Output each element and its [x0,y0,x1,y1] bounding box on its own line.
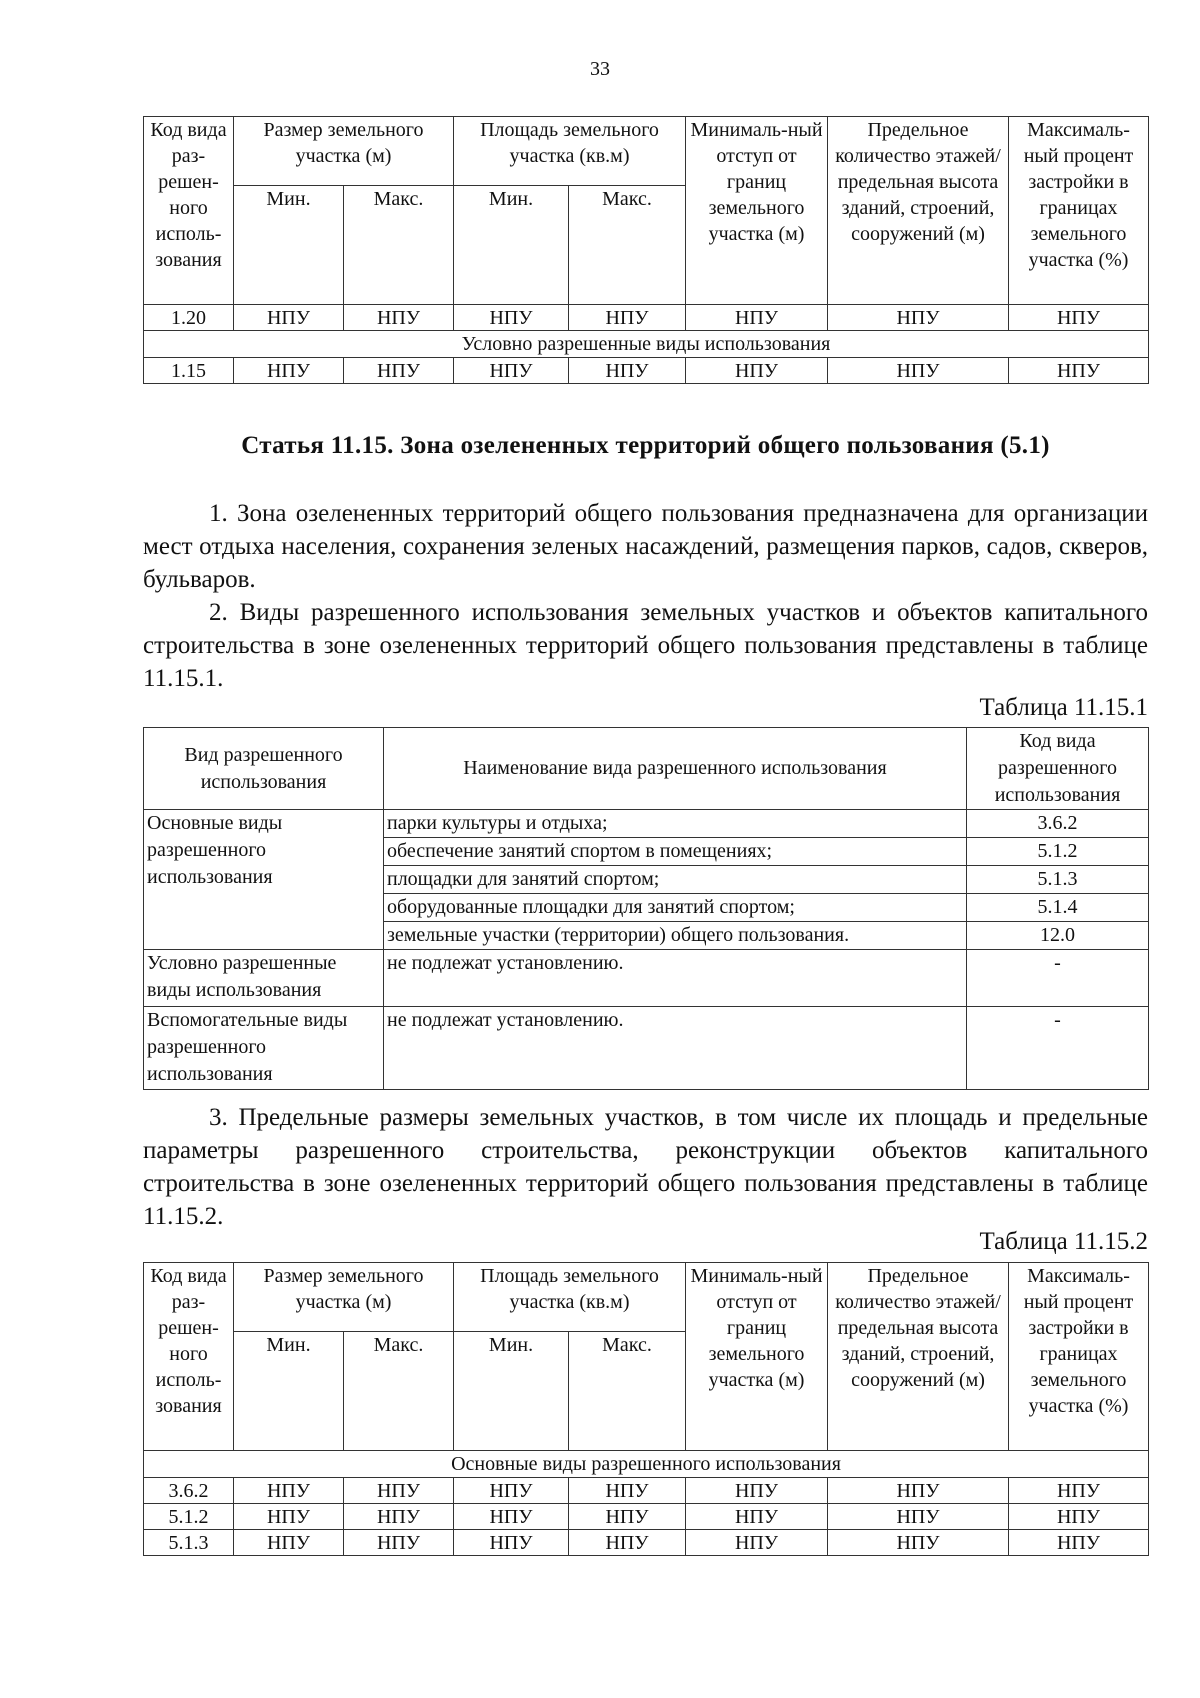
parameters-table-continued [143,116,1149,384]
cell: НПУ [234,1478,344,1504]
use-name: не подлежат установлению. [384,950,967,1007]
cell: 1.15 [144,358,234,384]
cell: НПУ [454,1530,569,1556]
cell: НПУ [1009,358,1149,384]
cell: НПУ [569,305,686,331]
paragraph-2 [143,596,1148,695]
group-label: Вспомогательные виды разрешенного использования [144,1007,384,1090]
use-code: - [967,950,1149,1007]
table-header-row [144,1263,1149,1332]
cell: НПУ [454,305,569,331]
cell: НПУ [686,1478,828,1504]
cell: НПУ [344,358,454,384]
cell: НПУ [344,1504,454,1530]
cell: 1.20 [144,305,234,331]
section-row [144,1451,1149,1478]
table-caption-2: Таблица 11.15.2 [979,1228,1148,1255]
header-size-max: Макс. [344,186,454,305]
table-row [144,1504,1149,1530]
cell: НПУ [686,305,828,331]
use-code: 5.1.2 [967,838,1149,866]
cell: НПУ [454,358,569,384]
cell: НПУ [828,1530,1009,1556]
cell: НПУ [569,1504,686,1530]
use-code: - [967,1007,1149,1090]
table-row [144,1530,1149,1556]
cell: НПУ [1009,1530,1149,1556]
article-heading: Статья 11.15. Зона озелененных территорий общего пользования (5.1) [241,432,1050,459]
use-name: парки культуры и отдыха; [384,810,967,838]
table-row [144,1007,1149,1090]
land-use-types-table [143,727,1149,1090]
cell: НПУ [234,358,344,384]
header-plot-size: Размер земельного участка (м) [234,1263,454,1332]
header-size-max: Макс. [344,1332,454,1451]
header-code: Код вида разрешенного использования [967,728,1149,810]
table-row [144,1478,1149,1504]
cell: НПУ [234,1504,344,1530]
table-caption-1: Таблица 11.15.1 [979,694,1148,721]
table-header-row [144,117,1149,186]
cell: 5.1.3 [144,1530,234,1556]
cell: НПУ [569,1478,686,1504]
use-code: 5.1.4 [967,894,1149,922]
header-plot-size: Размер земельного участка (м) [234,117,454,186]
page-number: 33 [590,58,610,80]
use-name: земельные участки (территории) общего пользования. [384,922,967,950]
header-size-min: Мин. [234,1332,344,1451]
cell: НПУ [686,1504,828,1530]
header-code: Код вида раз-решен-ного исполь-зования [144,1263,234,1451]
cell: НПУ [1009,305,1149,331]
header-name: Наименование вида разрешенного использования [384,728,967,810]
use-code: 12.0 [967,922,1149,950]
table-row [144,305,1149,331]
cell: НПУ [686,1530,828,1556]
header-area-max: Макс. [569,1332,686,1451]
header-max-floors: Предельное количество этажей/ предельная высота зданий, строений, сооружений (м) [828,1263,1009,1451]
table-header-row [144,728,1149,810]
cell: НПУ [686,358,828,384]
paragraph-text: 1. Зона озелененных территорий общего пользования предназначена для организации мест отдыха населения, сохранения зеленых насаждений, размещения парков, садов, скверов, бульваров. [143,500,1148,593]
cell: НПУ [1009,1478,1149,1504]
use-name: обеспечение занятий спортом в помещениях; [384,838,967,866]
header-type: Вид разрешенного использования [144,728,384,810]
header-max-coverage: Максималь-ный процент застройки в границах земельного участка (%) [1009,1263,1149,1451]
parameters-table [143,1262,1149,1556]
cell: НПУ [454,1504,569,1530]
cell: НПУ [344,1478,454,1504]
section-label: Условно разрешенные виды использования [144,331,1149,358]
header-code: Код вида раз-решен-ного исполь-зования [144,117,234,305]
use-name: не подлежат установлению. [384,1007,967,1090]
cell: НПУ [344,305,454,331]
header-size-min: Мин. [234,186,344,305]
table-row [144,358,1149,384]
cell: НПУ [234,305,344,331]
header-max-coverage: Максималь-ный процент застройки в границах земельного участка (%) [1009,117,1149,305]
paragraph-text: 3. Предельные размеры земельных участков, в том числе их площадь и предельные параметры разрешенного строительства, реконструкции объектов капитального строительства в зоне озелененных территорий общего пользования представлены в таблице 11.15.2. [143,1104,1148,1230]
cell: НПУ [828,305,1009,331]
use-name: оборудованные площадки для занятий спортом; [384,894,967,922]
cell: НПУ [828,1504,1009,1530]
use-name: площадки для занятий спортом; [384,866,967,894]
group-label: Условно разрешенные виды использования [144,950,384,1007]
header-area-min: Мин. [454,1332,569,1451]
section-label: Основные виды разрешенного использования [144,1451,1149,1478]
cell: НПУ [344,1530,454,1556]
cell: НПУ [569,358,686,384]
cell: НПУ [454,1478,569,1504]
header-area-min: Мин. [454,186,569,305]
header-min-setback: Минималь-ный отступ от границ земельного участка (м) [686,117,828,305]
cell: НПУ [828,1478,1009,1504]
table-row [144,810,1149,838]
cell: НПУ [828,358,1009,384]
section-row [144,331,1149,358]
group-label: Основные виды разрешенного использования [144,810,384,950]
header-plot-area: Площадь земельного участка (кв.м) [454,117,686,186]
cell: 3.6.2 [144,1478,234,1504]
header-plot-area: Площадь земельного участка (кв.м) [454,1263,686,1332]
cell: 5.1.2 [144,1504,234,1530]
cell: НПУ [569,1530,686,1556]
header-min-setback: Минималь-ный отступ от границ земельного участка (м) [686,1263,828,1451]
header-area-max: Макс. [569,186,686,305]
table-row [144,950,1149,1007]
use-code: 5.1.3 [967,866,1149,894]
header-max-floors: Предельное количество этажей/ предельная высота зданий, строений, сооружений (м) [828,117,1009,305]
use-code: 3.6.2 [967,810,1149,838]
paragraph-3 [143,1101,1148,1233]
cell: НПУ [234,1530,344,1556]
cell: НПУ [1009,1504,1149,1530]
paragraph-text: 2. Виды разрешенного использования земельных участков и объектов капитального строительства в зоне озелененных территорий общего пользования представлены в таблице 11.15.1. [143,599,1148,692]
paragraph-1 [143,497,1148,596]
